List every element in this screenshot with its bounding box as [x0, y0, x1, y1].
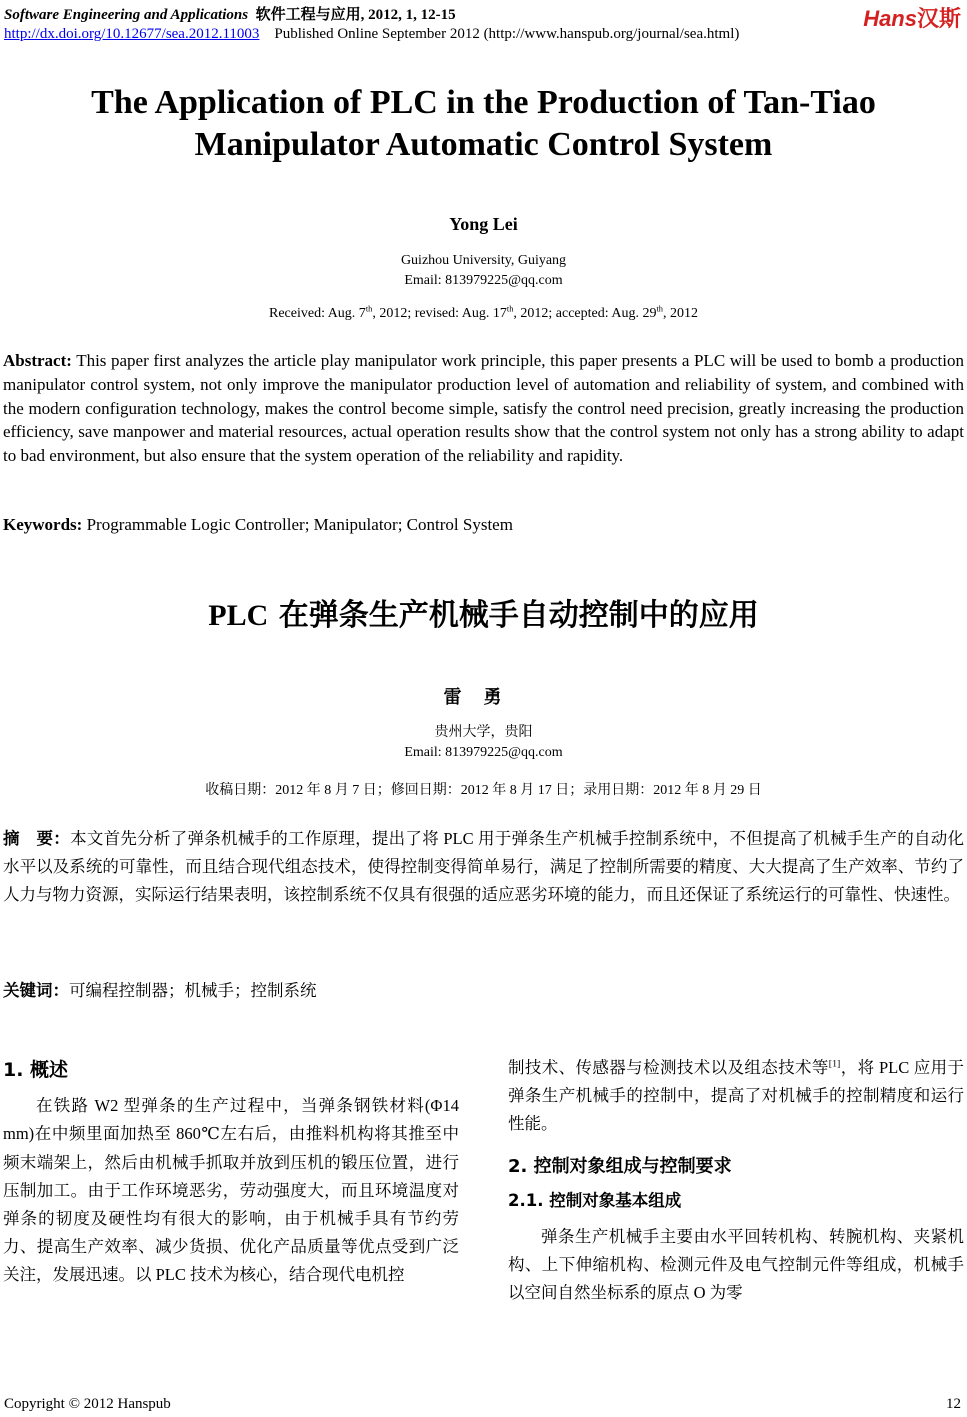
left-column: [3, 1056, 459, 1290]
paper-title-en: The Application of PLC in the Production of Tan-Tiao Manipulator Automatic Control System: [91, 84, 876, 163]
section-2-heading: 2. 控制对象组成与控制要求: [508, 1155, 732, 1177]
received-dates: Received: Aug. 7th, 2012; revised: Aug. 17th, 2012; accepted: Aug. 29th, 2012: [269, 304, 698, 321]
paper-title-cn: PLC 在弹条生产机械手自动控制中的应用: [208, 598, 759, 633]
journal-name-cn: 软件工程与应用, 2012, 1, 12-15: [255, 7, 456, 23]
abstract-label: Abstract:: [3, 351, 72, 370]
doi-line: [4, 26, 739, 43]
keywords-cn: [3, 977, 964, 1005]
journal-name: Software Engineering and Applications: [4, 7, 249, 23]
affiliation-cn: 贵州大学，贵阳: [434, 725, 533, 740]
abstract-cn: [3, 825, 964, 909]
keywords-cn-text: 可编程控制器；机械手；控制系统: [69, 981, 317, 1000]
journal-header: [4, 3, 456, 24]
right-paragraph-1: 制技术、传感器与检测技术以及组态技术等[1]，将 PLC 应用于弹条生产机械手的控制中，提高了对机械手的控制精度和运行性能。: [508, 1058, 965, 1134]
keywords-en: [3, 515, 513, 535]
author-en: Yong Lei: [449, 214, 518, 234]
footer-copyright: Copyright © 2012 Hanspub: [4, 1396, 171, 1412]
affiliation-en: Guizhou University, Guiyang: [400, 253, 567, 268]
abstract-cn-text: 本文首先分析了弹条机械手的工作原理，提出了将 PLC 用于弹条生产机械手控制系统中，不但提高了机械手生产的自动化水平以及系统的可靠性，而且结合现代组态技术，使得控制变得简单易行，满足了控制所需要的精度、大大提高了生产效率、节约了人力与物力资源，实际运行结果表明，该控制系统不仅具有很强的适应恶劣环境的能力，而且还保证了系统运行的可靠性、快速性。: [3, 829, 965, 904]
hans-logo: Hans汉斯: [863, 6, 961, 31]
reference-1: [1]: [828, 1058, 841, 1070]
email-cn: Email: 813979225@qq.com: [404, 745, 563, 760]
keywords-text: Programmable Logic Controller; Manipulator; Control System: [82, 515, 513, 534]
author-cn: 雷勇: [443, 687, 524, 707]
abstract-en: [3, 349, 964, 468]
section-2-1-heading: 2.1. 控制对象基本组成: [508, 1190, 682, 1210]
published-info: Published Online September 2012 (http://www.hanspub.org/journal/sea.html): [274, 26, 740, 42]
page-number: 12: [946, 1396, 961, 1412]
section-1-paragraph: 在铁路 W2 型弹条的生产过程中，当弹条钢铁材料(Φ14 mm)在中频里面加热至 860℃左右后，由推料机构将其推至中频末端架上，然后由机械手抓取并放到压机的锻压位置，进行压制加工。由于工作环境恶劣，劳动强度大，而且环境温度对弹条的韧度及硬性均有很大的影响，由于机械手具有节约劳力、提高生产效率、减少货损、优化产品质量等优点受到广泛关注，发展迅速。以 PLC 技术为核心，结合现代电机控: [3, 1096, 459, 1285]
abstract-cn-label: 摘 要：: [3, 829, 71, 848]
dates-cn: 收稿日期：2012 年 8 月 7 日；修回日期：2012 年 8 月 17 日；录用日期：2012 年 8 月 29 日: [205, 783, 762, 798]
section-2-1-paragraph: 弹条生产机械手主要由水平回转机构、转腕机构、夹紧机构、上下伸缩机构、检测元件及电气控制元件等组成，机械手以空间自然坐标系的原点 O 为零: [508, 1227, 964, 1303]
section-1-heading: 1. 概述: [3, 1059, 69, 1081]
doi-link[interactable]: http://dx.doi.org/10.12677/sea.2012.11003: [4, 26, 260, 42]
keywords-cn-label: 关键词：: [3, 981, 69, 1000]
right-column: [508, 1054, 964, 1308]
abstract-text: This paper first analyzes the article play manipulator work principle, this paper presents a PLC will be used to bomb a production manipulator control system, not only improve the manipulator production level of automation and reliability of system, and combined with the modern configuration technology, makes the control become simple, satisfy the control need precision, greatly increasing the production efficiency, save manpower and material resources, actual operation results show that the control system not only has a strong ability to adapt to bad environment, but also ensure that the system operation of the reliability and rapidity.: [3, 351, 964, 466]
keywords-label: Keywords:: [3, 515, 83, 534]
email-en: Email: 813979225@qq.com: [404, 273, 563, 288]
